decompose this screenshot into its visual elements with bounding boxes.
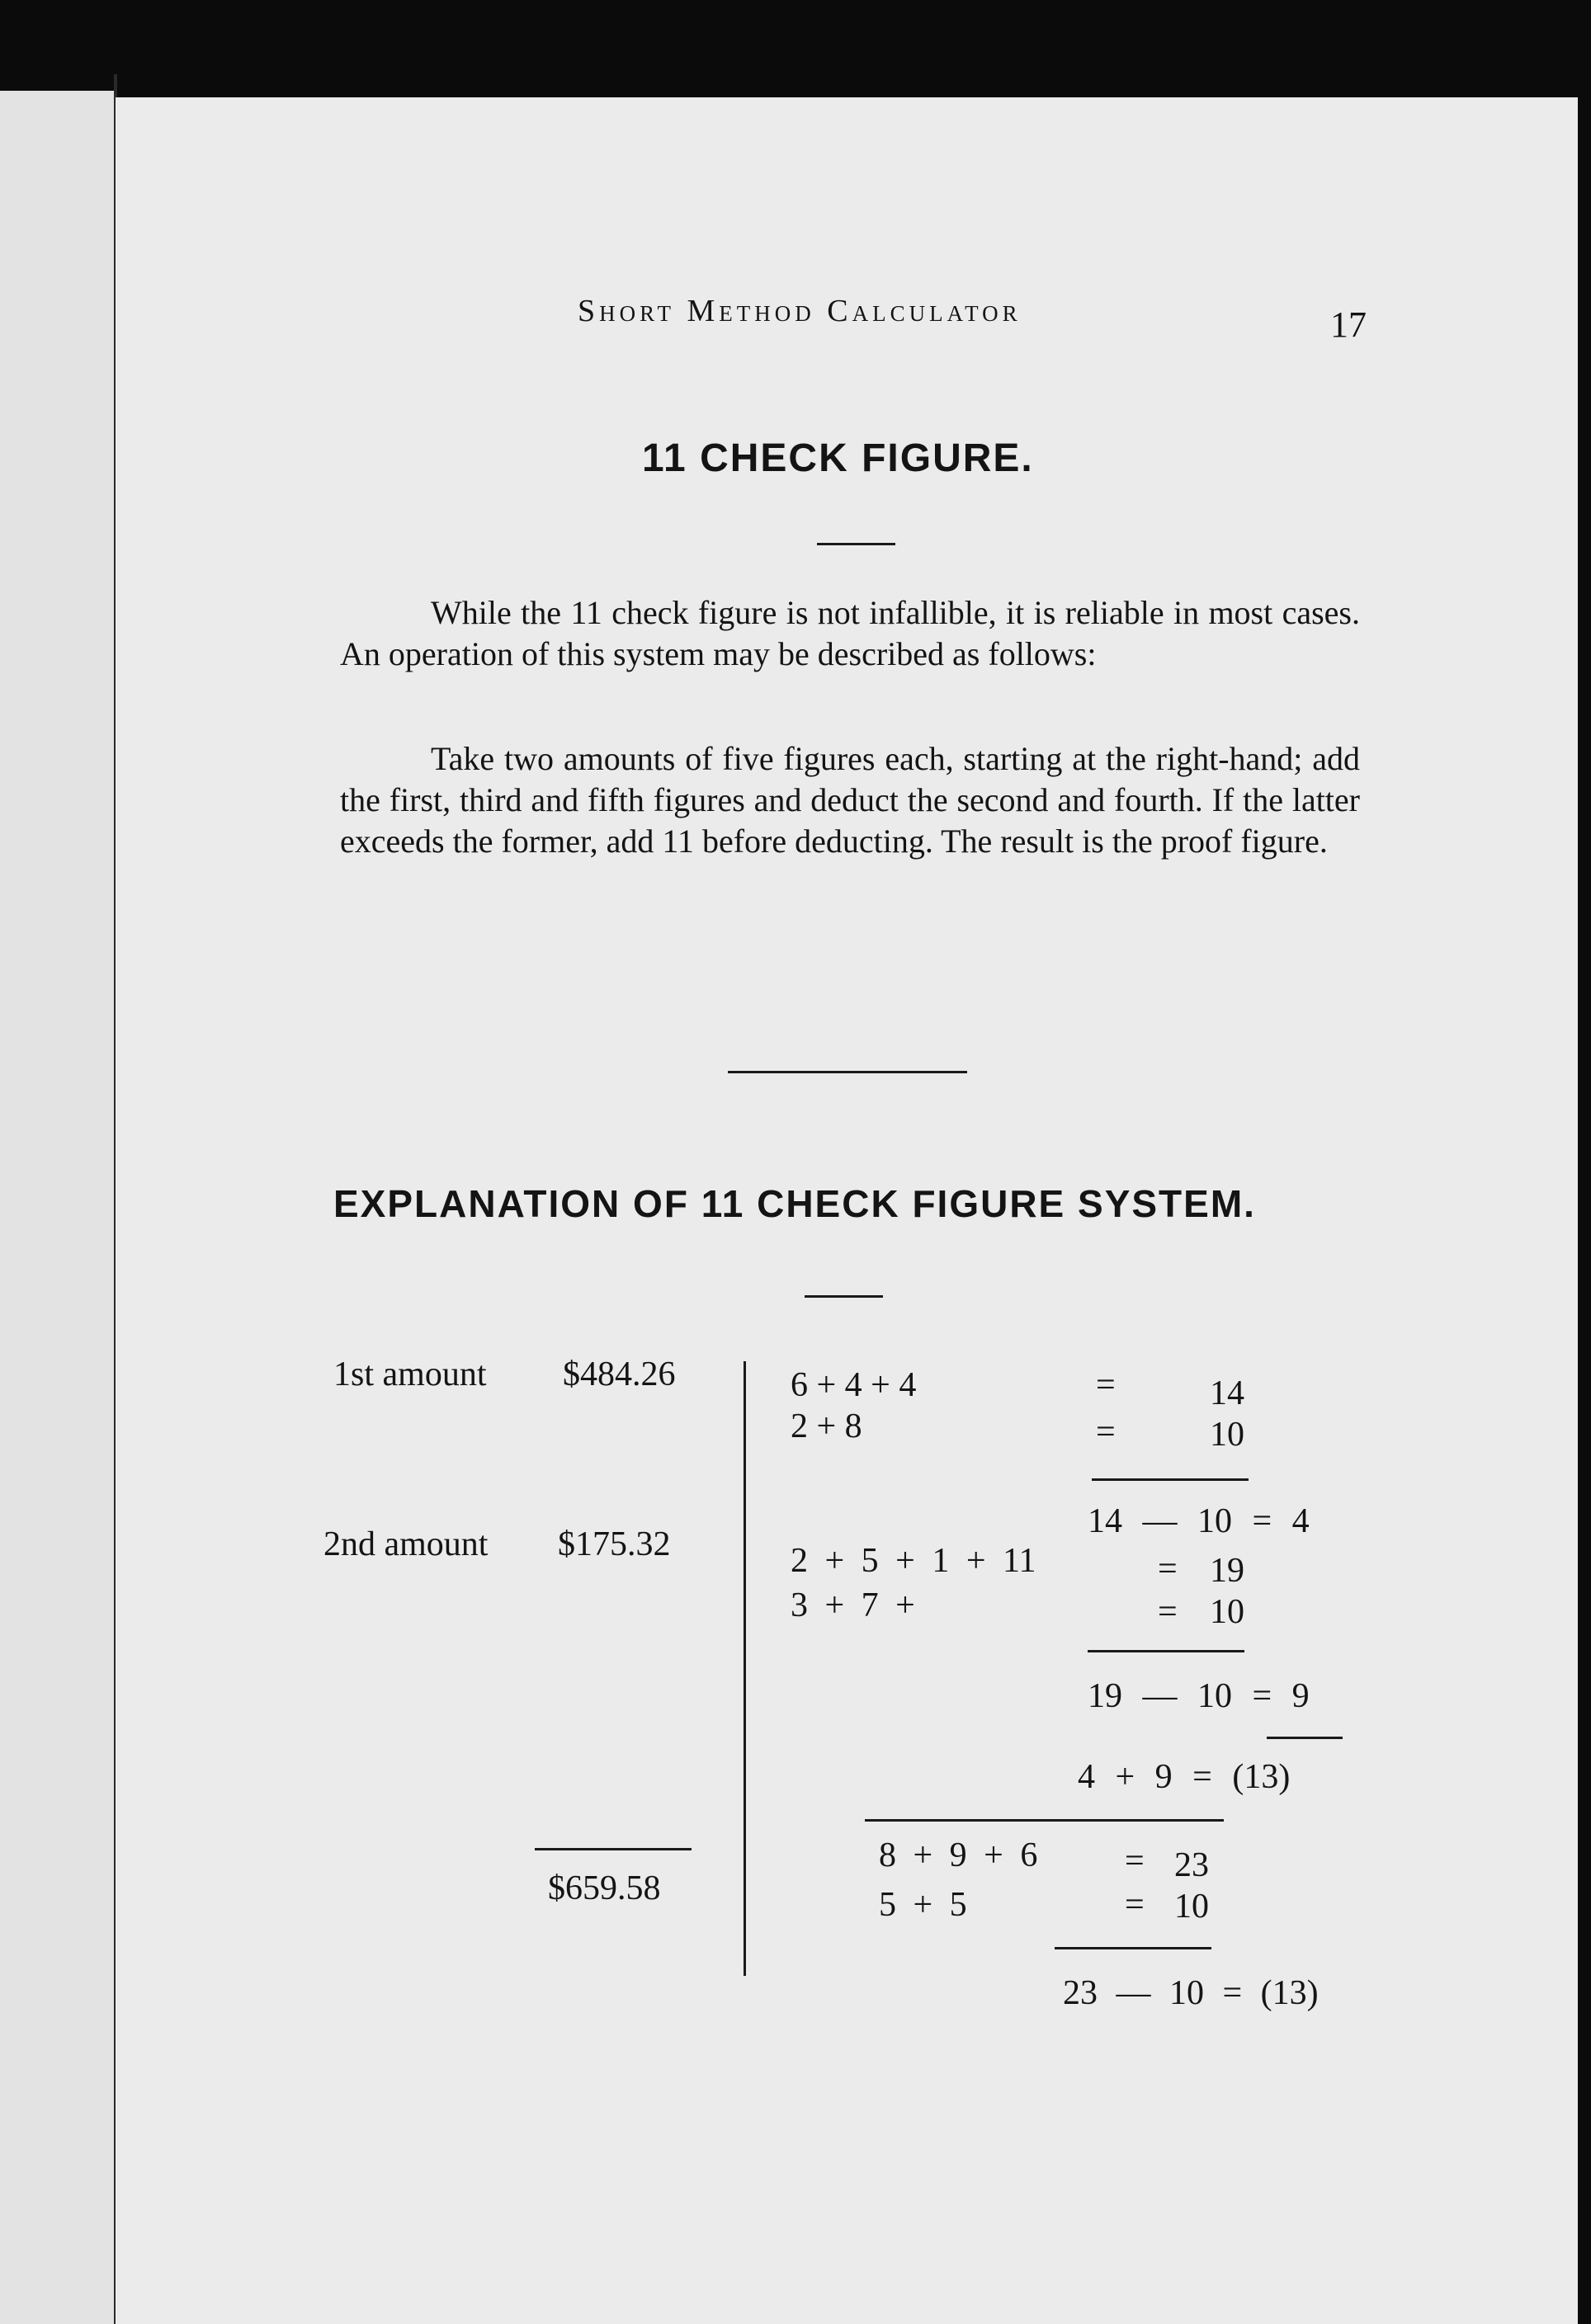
total-rule [535, 1848, 692, 1850]
running-head: Short Method Calculator [578, 294, 1022, 328]
second-amount-value: $175.32 [558, 1525, 671, 1563]
section-title: 11 CHECK FIGURE. [642, 436, 1034, 480]
second-amount-label: 2nd amount [323, 1525, 489, 1563]
calc-rule [1267, 1737, 1343, 1739]
combined-check: 4 + 9 = (13) [1078, 1758, 1291, 1796]
calc-rule [865, 1819, 1224, 1822]
calc-rule [1092, 1478, 1249, 1481]
explanation-title: EXPLANATION OF 11 CHECK FIGURE SYSTEM. [333, 1182, 1256, 1225]
calc-result: 19 [1210, 1552, 1244, 1590]
section-divider [728, 1071, 967, 1073]
calc-line: 5 + 5 [879, 1886, 967, 1924]
calc-result: 10 [1210, 1593, 1244, 1631]
first-amount-value: $484.26 [563, 1355, 676, 1393]
equals-sign: = [1096, 1413, 1116, 1451]
calc-rule [1088, 1650, 1244, 1652]
column-divider [744, 1361, 746, 1976]
title-rule [817, 543, 895, 545]
calc-line: 6 + 4 + 4 [791, 1366, 917, 1404]
equals-sign: = [1125, 1886, 1145, 1924]
first-amount-label: 1st amount [333, 1355, 487, 1393]
calc-difference: 19 — 10 = 9 [1088, 1677, 1310, 1715]
calc-line: 2 + 5 + 1 + 11 [791, 1542, 1036, 1580]
paragraph: While the 11 check figure is not infallible, it is reliable in most cases. An operation of this system may be described as follows: [340, 594, 1360, 672]
calc-line: 3 + 7 + [791, 1586, 915, 1624]
total-amount: $659.58 [548, 1869, 661, 1907]
calc-result: 10 [1174, 1888, 1209, 1926]
calc-line: 8 + 9 + 6 [879, 1836, 1038, 1874]
page-number: 17 [1330, 304, 1367, 345]
equals-sign: = [1125, 1842, 1145, 1880]
equals-sign: = [1158, 1593, 1178, 1631]
equals-sign: = [1158, 1550, 1178, 1588]
calc-result: 10 [1210, 1416, 1244, 1454]
left-page-edge [0, 91, 116, 2324]
title-rule [805, 1295, 883, 1298]
calc-difference: 14 — 10 = 4 [1088, 1502, 1310, 1540]
calc-result: 14 [1210, 1374, 1244, 1412]
calc-result: 23 [1174, 1846, 1209, 1884]
calc-line: 2 + 8 [791, 1407, 862, 1445]
calc-difference: 23 — 10 = (13) [1063, 1974, 1319, 2012]
equals-sign: = [1096, 1366, 1116, 1404]
paragraph: Take two amounts of five figures each, starting at the right-hand; add the first, third and fifth figures and deduct the second and fourth. If the latter exceeds the former, add 11 before deducting. The result is the proof figure. [340, 740, 1360, 860]
calc-rule [1055, 1947, 1211, 1949]
